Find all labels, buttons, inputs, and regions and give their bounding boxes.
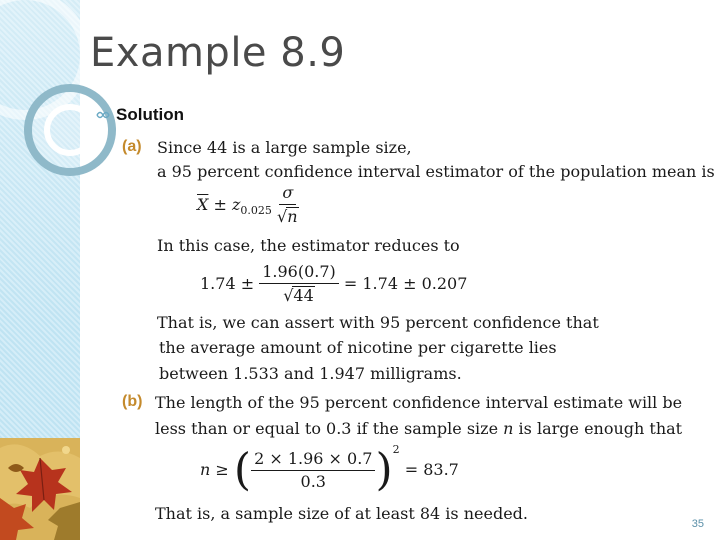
- part-a-line-2: a 95 percent confidence interval estimator of the population mean is: [157, 162, 715, 181]
- slide-title: Example 8.9: [90, 30, 346, 76]
- formula-sample-exponent: 2: [392, 443, 400, 456]
- part-a-line-5: the average amount of nicotine per cigarette lies: [159, 338, 557, 357]
- part-b-line-3: That is, a sample size of at least 84 is needed.: [155, 504, 528, 523]
- formula-sample-lhs: n ≥: [200, 460, 229, 479]
- formula-sample-den: 0.3: [300, 472, 326, 491]
- formula-interval-left: 1.74 ±: [200, 273, 255, 293]
- left-paren: (: [233, 444, 252, 496]
- part-b-line-2-post: is large enough that: [518, 419, 683, 438]
- decorative-sidebar: [0, 0, 80, 540]
- formula-sample-num: 2 × 1.96 × 0.7: [251, 450, 375, 471]
- part-b-line-2-pre: less than or equal to 0.3 if the sample size: [155, 419, 499, 438]
- formula-interval-fraction: $\frac{1.96(0.7)}{√44}$: [259, 263, 339, 306]
- page-number: 35: [691, 518, 704, 530]
- autumn-leaves-image: [0, 438, 80, 540]
- part-b-line-1: The length of the 95 percent confidence interval estimate will be: [155, 393, 683, 412]
- solution-bullet: [96, 105, 184, 125]
- part-a-line-1: Since 44 is a large sample size,: [157, 138, 412, 157]
- right-paren: ): [375, 444, 393, 496]
- solution-label: Solution: [116, 105, 184, 124]
- part-b-line-2: [155, 419, 682, 438]
- formula-fraction: $\frac{\sigma}{√n}$: [277, 183, 298, 227]
- formula-n: n: [287, 207, 298, 227]
- part-a-line-4: That is, we can assert with 95 percent confidence that: [157, 313, 599, 332]
- part-a-label: (a): [122, 138, 142, 155]
- formula-sample-size: [200, 443, 459, 496]
- formula-xbar: $\overline{X}$: [197, 194, 209, 214]
- formula-interval-right: = 1.74 ± 0.207: [343, 273, 468, 293]
- part-b-line-2-var: n: [503, 419, 514, 438]
- formula-interval-num: 1.96(0.7): [259, 263, 339, 284]
- formula-estimator: [197, 184, 299, 227]
- formula-sample-rhs: = 83.7: [404, 460, 459, 479]
- formula-interval: [200, 263, 467, 306]
- part-a-line-6: between 1.533 and 1.947 milligrams.: [159, 364, 462, 383]
- formula-interval-den: 44: [293, 286, 314, 306]
- bullet-icon: [96, 109, 110, 121]
- formula-sample-fraction: [251, 450, 375, 492]
- formula-z: z: [231, 194, 241, 214]
- formula-pm: ±: [213, 194, 227, 214]
- part-b-label: (b): [122, 393, 143, 410]
- formula-sigma: σ: [279, 184, 296, 205]
- decorative-ring-inner: [44, 104, 96, 156]
- formula-z-subscript: 0.025: [240, 203, 272, 217]
- part-a-line-3: In this case, the estimator reduces to: [157, 236, 460, 255]
